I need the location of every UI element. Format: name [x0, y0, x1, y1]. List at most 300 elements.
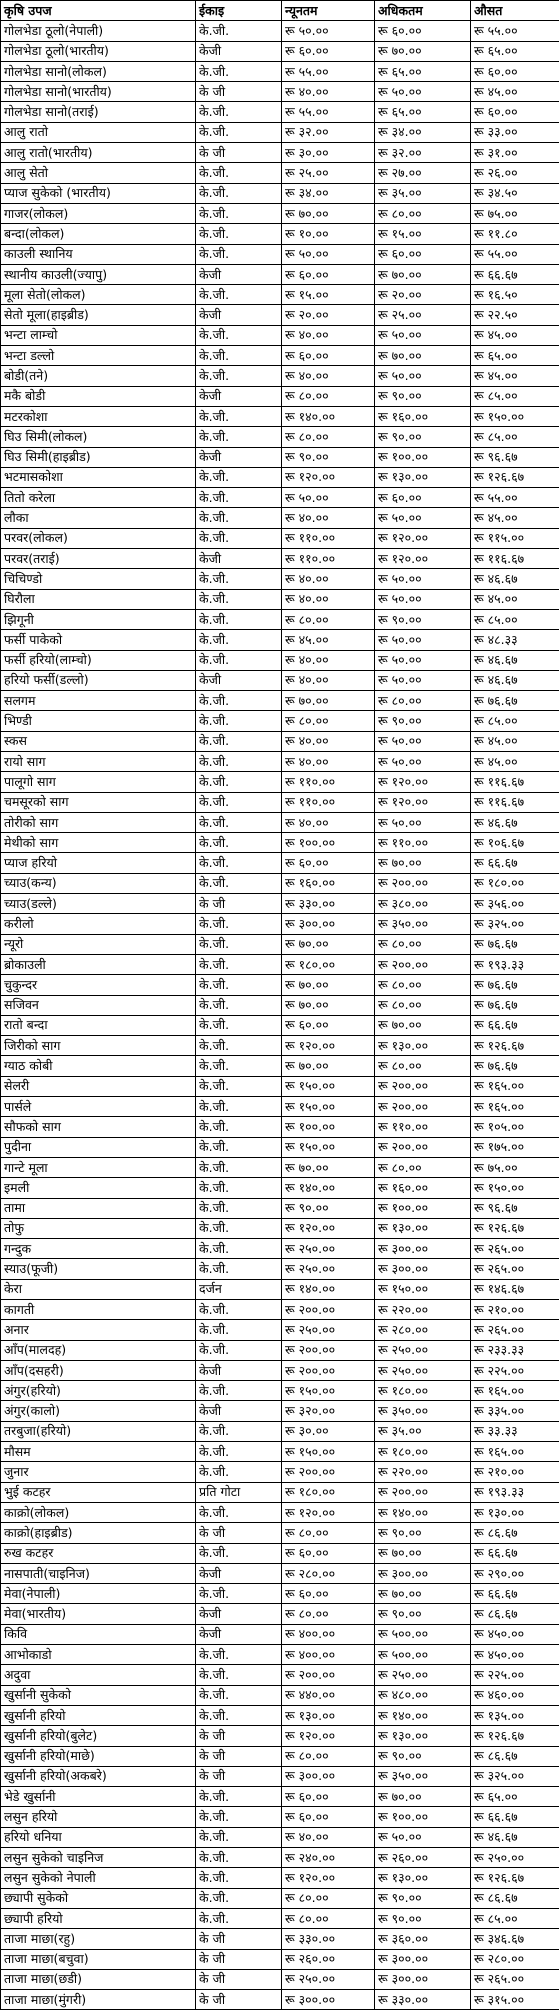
cell-average: रू ५५.००	[471, 21, 559, 41]
cell-unit: के.जी.	[196, 1015, 282, 1035]
cell-unit: के.जी.	[196, 731, 282, 751]
cell-minimum: रू ८०.००	[282, 427, 375, 447]
cell-average: रू ६५.००	[471, 346, 559, 366]
cell-unit: के.जी.	[196, 102, 282, 122]
cell-commodity: आँप(दसहरी)	[1, 1360, 196, 1380]
cell-minimum: रू १५०.००	[282, 1097, 375, 1117]
table-row	[1, 1563, 559, 1583]
cell-maximum: रू ५०.००	[375, 670, 471, 690]
cell-commodity: इमली	[1, 1178, 196, 1198]
cell-minimum: रू २५०.००	[282, 1320, 375, 1340]
cell-maximum: रू १३०.००	[375, 1726, 471, 1746]
table-row	[1, 163, 559, 183]
cell-unit: के.जी.	[196, 812, 282, 832]
cell-minimum: रू ६०.००	[282, 853, 375, 873]
cell-unit: के.जी.	[196, 406, 282, 426]
table-row	[1, 1604, 559, 1624]
cell-average: रू १६५.००	[471, 1381, 559, 1401]
table-row	[1, 1300, 559, 1320]
cell-maximum: रू ८०.००	[375, 975, 471, 995]
cell-unit: के.जी.	[196, 1036, 282, 1056]
cell-minimum: रू १५०.००	[282, 1381, 375, 1401]
cell-unit: के.जी.	[196, 1076, 282, 1096]
table-row	[1, 406, 559, 426]
cell-unit: के जी	[196, 894, 282, 914]
cell-unit: के जी	[196, 1523, 282, 1543]
cell-maximum: रू ३२.००	[375, 143, 471, 163]
cell-unit: के.जी.	[196, 1543, 282, 1563]
cell-unit: के.जी.	[196, 203, 282, 223]
cell-unit: के.जी.	[196, 975, 282, 995]
cell-minimum: रू ६०.००	[282, 1807, 375, 1827]
cell-average: रू ३४६.६७	[471, 1929, 559, 1949]
cell-unit: के.जी.	[196, 954, 282, 974]
cell-average: रू ७६.६७	[471, 691, 559, 711]
cell-maximum: रू २२०.००	[375, 1462, 471, 1482]
table-row	[1, 1624, 559, 1644]
cell-average: रू १७५.००	[471, 1137, 559, 1157]
cell-average: रू ३५६.००	[471, 894, 559, 914]
cell-maximum: रू ६०.००	[375, 244, 471, 264]
cell-maximum: रू २७.००	[375, 163, 471, 183]
table-row	[1, 61, 559, 81]
cell-maximum: रू ८०.००	[375, 691, 471, 711]
cell-commodity: तरबुजा(हरियो)	[1, 1421, 196, 1441]
cell-commodity: गोलभेडा सानो(लोकल)	[1, 61, 196, 81]
cell-average: रू ६५.००	[471, 41, 559, 61]
cell-average: रू २८०.००	[471, 1949, 559, 1969]
cell-average: रू ४५.००	[471, 82, 559, 102]
table-row	[1, 873, 559, 893]
cell-average: रू १२६.६७	[471, 1726, 559, 1746]
cell-minimum: रू ३४.००	[282, 183, 375, 203]
cell-minimum: रू २५०.००	[282, 1969, 375, 1989]
cell-commodity: फर्सी पाकेको	[1, 630, 196, 650]
cell-average: रू १०६.६७	[471, 833, 559, 853]
cell-minimum: रू ३२०.००	[282, 1401, 375, 1421]
cell-unit: के.जी.	[196, 122, 282, 142]
cell-commodity: ताजा माछा(मुंगरी)	[1, 1990, 196, 2010]
cell-commodity: न्यूरो	[1, 934, 196, 954]
cell-average: रू ३२५.००	[471, 1766, 559, 1786]
cell-commodity: स्याउ(फूजी)	[1, 1259, 196, 1279]
cell-minimum: रू ७०.००	[282, 995, 375, 1015]
cell-commodity: रुख कटहर	[1, 1543, 196, 1563]
cell-unit: केजी	[196, 386, 282, 406]
cell-commodity: मकै बोडी	[1, 386, 196, 406]
table-row	[1, 1990, 559, 2010]
cell-unit: के.जी.	[196, 995, 282, 1015]
cell-average: रू १५०.००	[471, 406, 559, 426]
cell-average: रू १६.५०	[471, 285, 559, 305]
cell-commodity: गोलभेडा ठूलो(भारतीय)	[1, 41, 196, 61]
cell-unit: के.जी.	[196, 914, 282, 934]
cell-maximum: रू ५००.००	[375, 1624, 471, 1644]
cell-maximum: रू ५०.००	[375, 1827, 471, 1847]
cell-average: रू ८६.६७	[471, 1746, 559, 1766]
cell-maximum: रू ५००.००	[375, 1645, 471, 1665]
table-row	[1, 102, 559, 122]
cell-maximum: रू १३०.००	[375, 467, 471, 487]
cell-commodity: पुदीना	[1, 1137, 196, 1157]
cell-unit: केजी	[196, 447, 282, 467]
cell-unit: के जी	[196, 143, 282, 163]
table-row	[1, 1969, 559, 1989]
table-row	[1, 731, 559, 751]
table-row	[1, 1320, 559, 1340]
cell-minimum: रू ४५.००	[282, 630, 375, 650]
cell-minimum: रू १२०.००	[282, 1868, 375, 1888]
table-row	[1, 1746, 559, 1766]
cell-commodity: गन्दुक	[1, 1239, 196, 1259]
cell-unit: के.जी.	[196, 163, 282, 183]
table-row	[1, 1482, 559, 1502]
cell-unit: प्रति गोटा	[196, 1482, 282, 1502]
cell-minimum: रू ४०.००	[282, 589, 375, 609]
cell-unit: के.जी.	[196, 1442, 282, 1462]
table-row	[1, 1015, 559, 1035]
cell-average: रू १६५.००	[471, 1442, 559, 1462]
cell-maximum: रू ५०.००	[375, 731, 471, 751]
table-row	[1, 1665, 559, 1685]
table-row	[1, 792, 559, 812]
cell-minimum: रू ४००.००	[282, 1624, 375, 1644]
table-row	[1, 427, 559, 447]
cell-unit: के.जी.	[196, 650, 282, 670]
cell-unit: के.जी.	[196, 569, 282, 589]
cell-commodity: नासपाती(चाइनिज)	[1, 1563, 196, 1583]
cell-minimum: रू ६०.००	[282, 1787, 375, 1807]
table-row	[1, 1218, 559, 1238]
cell-minimum: रू ५५.००	[282, 102, 375, 122]
cell-commodity: ब्रोकाउली	[1, 954, 196, 974]
cell-maximum: रू १२०.००	[375, 549, 471, 569]
cell-unit: के.जी.	[196, 1888, 282, 1908]
cell-minimum: रू १०.००	[282, 224, 375, 244]
cell-maximum: रू २००.००	[375, 1482, 471, 1502]
cell-unit: केजी	[196, 670, 282, 690]
cell-maximum: रू ९०.००	[375, 427, 471, 447]
cell-maximum: रू ९०.००	[375, 711, 471, 731]
table-row	[1, 325, 559, 345]
cell-minimum: रू ११०.००	[282, 772, 375, 792]
cell-maximum: रू ७०.००	[375, 1584, 471, 1604]
cell-maximum: रू ११०.००	[375, 833, 471, 853]
cell-minimum: रू ९०.००	[282, 447, 375, 467]
cell-commodity: छ्यापी हरियो	[1, 1908, 196, 1928]
cell-maximum: रू ३६०.००	[375, 1929, 471, 1949]
cell-maximum: रू २००.००	[375, 873, 471, 893]
cell-commodity: ताजा माछा(छडी)	[1, 1969, 196, 1989]
cell-unit: केजी	[196, 264, 282, 284]
cell-unit: के.जी.	[196, 1502, 282, 1522]
cell-maximum: रू १००.००	[375, 1807, 471, 1827]
cell-minimum: रू ८०.००	[282, 1523, 375, 1543]
cell-minimum: रू ५०.००	[282, 244, 375, 264]
cell-minimum: रू १४०.००	[282, 1279, 375, 1299]
cell-minimum: रू १६०.००	[282, 873, 375, 893]
cell-maximum: रू १६०.००	[375, 406, 471, 426]
cell-commodity: हरियो धनिया	[1, 1827, 196, 1847]
table-row	[1, 1827, 559, 1847]
cell-average: रू १३५.००	[471, 1705, 559, 1725]
cell-average: रू ४६.६७	[471, 650, 559, 670]
cell-unit: के.जी.	[196, 1827, 282, 1847]
cell-average: रू ४५.००	[471, 366, 559, 386]
cell-maximum: रू ३८०.००	[375, 894, 471, 914]
cell-maximum: रू १००.००	[375, 447, 471, 467]
cell-average: रू १२६.६७	[471, 467, 559, 487]
cell-commodity: स्कस	[1, 731, 196, 751]
cell-average: रू ९६.६७	[471, 447, 559, 467]
table-row	[1, 143, 559, 163]
table-row	[1, 1259, 559, 1279]
cell-commodity: सौफको साग	[1, 1117, 196, 1137]
cell-minimum: रू ३००.००	[282, 1766, 375, 1786]
cell-minimum: रू ६०.००	[282, 41, 375, 61]
cell-unit: के.जी.	[196, 1908, 282, 1928]
cell-maximum: रू २५.००	[375, 305, 471, 325]
cell-average: रू ८५.००	[471, 711, 559, 731]
table-row	[1, 1807, 559, 1827]
cell-maximum: रू ३५०.००	[375, 1401, 471, 1421]
table-row	[1, 1137, 559, 1157]
cell-commodity: तोफु	[1, 1218, 196, 1238]
cell-commodity: सलगम	[1, 691, 196, 711]
cell-average: रू १३०.००	[471, 1502, 559, 1522]
cell-unit: के जी	[196, 82, 282, 102]
cell-minimum: रू १३०.००	[282, 1705, 375, 1725]
cell-minimum: रू १४०.००	[282, 1178, 375, 1198]
cell-average: रू ५५.००	[471, 488, 559, 508]
cell-maximum: रू ३५०.००	[375, 1766, 471, 1786]
cell-minimum: रू ३०.००	[282, 1421, 375, 1441]
cell-minimum: रू ६०.००	[282, 1015, 375, 1035]
cell-unit: के.जी.	[196, 1787, 282, 1807]
cell-unit: के.जी.	[196, 1056, 282, 1076]
cell-minimum: रू ४०.००	[282, 366, 375, 386]
cell-unit: के जी	[196, 1990, 282, 2010]
table-row	[1, 1868, 559, 1888]
cell-average: रू ३३.३३	[471, 1421, 559, 1441]
table-row	[1, 711, 559, 731]
table-row	[1, 1726, 559, 1746]
cell-maximum: रू ७०.००	[375, 264, 471, 284]
table-header	[1, 1, 559, 21]
cell-commodity: प्याज हरियो	[1, 853, 196, 873]
table-row	[1, 1239, 559, 1259]
table-row	[1, 244, 559, 264]
cell-unit: के.जी.	[196, 691, 282, 711]
cell-unit: के.जी.	[196, 772, 282, 792]
cell-average: रू ८६.६७	[471, 1523, 559, 1543]
cell-minimum: रू ८०.००	[282, 1908, 375, 1928]
cell-maximum: रू ३००.००	[375, 1949, 471, 1969]
table-row	[1, 1076, 559, 1096]
table-row	[1, 650, 559, 670]
cell-minimum: रू ३३०.००	[282, 894, 375, 914]
table-row	[1, 21, 559, 41]
cell-maximum: रू ९०.००	[375, 1908, 471, 1928]
table-row	[1, 122, 559, 142]
cell-maximum: रू १८०.००	[375, 1381, 471, 1401]
cell-commodity: चिचिण्डो	[1, 569, 196, 589]
cell-average: रू ६६.६७	[471, 1543, 559, 1563]
cell-commodity: काक्रो(लोकल)	[1, 1502, 196, 1522]
cell-unit: के जी	[196, 1969, 282, 1989]
cell-unit: केजी	[196, 1624, 282, 1644]
cell-average: रू ८५.००	[471, 427, 559, 447]
cell-minimum: रू ८०.००	[282, 711, 375, 731]
cell-average: रू ५५.००	[471, 244, 559, 264]
cell-average: रू ९६.६७	[471, 1198, 559, 1218]
cell-commodity: सेतो मूला(हाइब्रीड)	[1, 305, 196, 325]
cell-unit: केजी	[196, 1563, 282, 1583]
cell-maximum: रू १२०.००	[375, 528, 471, 548]
cell-maximum: रू ८०.००	[375, 203, 471, 223]
cell-commodity: गोलभेडा ठूलो(नेपाली)	[1, 21, 196, 41]
cell-maximum: रू ६०.००	[375, 21, 471, 41]
cell-commodity: अंगुर(कालो)	[1, 1401, 196, 1421]
cell-maximum: रू १४०.००	[375, 1502, 471, 1522]
cell-average: रू ३३५.००	[471, 1401, 559, 1421]
cell-maximum: रू २८०.००	[375, 1320, 471, 1340]
cell-commodity: सेलरी	[1, 1076, 196, 1096]
table-row	[1, 1097, 559, 1117]
cell-maximum: रू ३००.००	[375, 1969, 471, 1989]
cell-commodity: खुर्सानी हरियो(माछे)	[1, 1746, 196, 1766]
cell-unit: के.जी.	[196, 528, 282, 548]
cell-commodity: झिगूनी	[1, 609, 196, 629]
cell-unit: के.जी.	[196, 1665, 282, 1685]
cell-unit: के.जी.	[196, 508, 282, 528]
header-unit: ईकाइ	[196, 1, 282, 21]
table-row	[1, 772, 559, 792]
cell-maximum: रू २००.००	[375, 1137, 471, 1157]
cell-unit: के.जी.	[196, 183, 282, 203]
cell-minimum: रू १२०.००	[282, 1218, 375, 1238]
table-row	[1, 751, 559, 771]
cell-commodity: मेवा(भारतीय)	[1, 1604, 196, 1624]
cell-minimum: रू ७०.००	[282, 203, 375, 223]
cell-maximum: रू ५०.००	[375, 508, 471, 528]
table-row	[1, 1381, 559, 1401]
cell-maximum: रू ६०.००	[375, 488, 471, 508]
cell-average: रू १२६.६७	[471, 1868, 559, 1888]
cell-commodity: करीलो	[1, 914, 196, 934]
cell-unit: के.जी.	[196, 1218, 282, 1238]
table-row	[1, 1198, 559, 1218]
cell-commodity: तितो करेला	[1, 488, 196, 508]
cell-commodity: बन्दा(लोकल)	[1, 224, 196, 244]
cell-commodity: गोलभेडा सानो(भारतीय)	[1, 82, 196, 102]
cell-commodity: तोरीको साग	[1, 812, 196, 832]
cell-maximum: रू ५०.००	[375, 325, 471, 345]
cell-average: रू ४६.६७	[471, 1827, 559, 1847]
cell-average: रू ६६.६७	[471, 1584, 559, 1604]
cell-average: रू २२५.००	[471, 1360, 559, 1380]
cell-minimum: रू २५.००	[282, 163, 375, 183]
cell-minimum: रू ४४०.००	[282, 1685, 375, 1705]
cell-commodity: कागती	[1, 1300, 196, 1320]
table-row	[1, 1705, 559, 1725]
cell-average: रू ७६.६७	[471, 934, 559, 954]
cell-commodity: गाजर(लोकल)	[1, 203, 196, 223]
cell-minimum: रू १००.००	[282, 1117, 375, 1137]
cell-commodity: भिण्डी	[1, 711, 196, 731]
cell-average: रू २६५.००	[471, 1320, 559, 1340]
cell-commodity: जुनार	[1, 1462, 196, 1482]
cell-unit: के.जी.	[196, 1239, 282, 1259]
cell-minimum: रू ८०.००	[282, 1604, 375, 1624]
cell-average: रू ३३.००	[471, 122, 559, 142]
cell-minimum: रू २००.००	[282, 1360, 375, 1380]
table-row	[1, 934, 559, 954]
cell-average: रू ४६०.००	[471, 1685, 559, 1705]
table-row	[1, 691, 559, 711]
cell-average: रू ३१५.००	[471, 1990, 559, 2010]
table-row	[1, 1888, 559, 1908]
cell-average: रू ६५.००	[471, 1787, 559, 1807]
cell-commodity: च्याउ(डल्ले)	[1, 894, 196, 914]
cell-commodity: केरा	[1, 1279, 196, 1299]
cell-unit: के.जी.	[196, 224, 282, 244]
table-row	[1, 1908, 559, 1928]
cell-average: रू ६६.६७	[471, 1807, 559, 1827]
table-row	[1, 264, 559, 284]
cell-unit: के.जी.	[196, 1868, 282, 1888]
cell-minimum: रू ५०.००	[282, 488, 375, 508]
table-row	[1, 853, 559, 873]
cell-minimum: रू ४०.००	[282, 1827, 375, 1847]
cell-commodity: चमसूरको साग	[1, 792, 196, 812]
cell-commodity: खुर्सानी हरियो	[1, 1705, 196, 1725]
cell-average: रू २६५.००	[471, 1969, 559, 1989]
cell-maximum: रू ३४.००	[375, 122, 471, 142]
cell-unit: केजी	[196, 1604, 282, 1624]
cell-minimum: रू १२०.००	[282, 1502, 375, 1522]
cell-maximum: रू ७०.००	[375, 41, 471, 61]
cell-minimum: रू ६०.००	[282, 264, 375, 284]
cell-average: रू ६०.००	[471, 102, 559, 122]
cell-average: रू २५०.००	[471, 1848, 559, 1868]
cell-unit: के.जी.	[196, 325, 282, 345]
cell-commodity: अंगुर(हरियो)	[1, 1381, 196, 1401]
cell-commodity: काक्रो(हाइब्रीड)	[1, 1523, 196, 1543]
cell-maximum: रू ९०.००	[375, 1746, 471, 1766]
table-row	[1, 346, 559, 366]
cell-minimum: रू १२०.००	[282, 1726, 375, 1746]
cell-maximum: रू २५०.००	[375, 1360, 471, 1380]
cell-commodity: भन्टा लाम्चो	[1, 325, 196, 345]
cell-unit: के जी	[196, 1949, 282, 1969]
cell-unit: के.जी.	[196, 934, 282, 954]
cell-unit: के.जी.	[196, 21, 282, 41]
cell-average: रू १०५.००	[471, 1117, 559, 1137]
cell-commodity: रायो साग	[1, 751, 196, 771]
cell-average: रू ६०.००	[471, 61, 559, 81]
cell-commodity: सजिवन	[1, 995, 196, 1015]
table-row	[1, 1360, 559, 1380]
cell-unit: के.जी.	[196, 1198, 282, 1218]
cell-unit: के.जी.	[196, 285, 282, 305]
table-row	[1, 305, 559, 325]
table-row	[1, 569, 559, 589]
cell-commodity: अनार	[1, 1320, 196, 1340]
cell-average: रू ७६.६७	[471, 995, 559, 1015]
cell-unit: के.जी.	[196, 1320, 282, 1340]
cell-commodity: ताजा माछा(बचुवा)	[1, 1949, 196, 1969]
